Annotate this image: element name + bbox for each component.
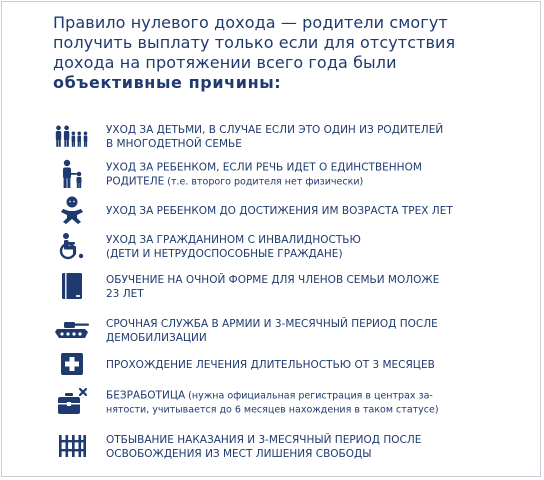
medical-cross-icon (54, 348, 90, 380)
prison-bars-icon (54, 430, 90, 462)
reason-line-1: СРОЧНАЯ СЛУЖБА В АРМИИ И 3-МЕСЯЧНЫЙ ПЕРИОД ПОСЛЕ (106, 318, 438, 330)
tank-icon (54, 314, 90, 346)
reason-item (54, 270, 524, 304)
reason-item (54, 158, 524, 192)
reason-item (54, 314, 524, 348)
reason-note-continued: нятости, учитывается до 6 месяцев нахождения в таком статусе) (106, 404, 439, 416)
heading-emphasis: объективные причины: (53, 73, 282, 92)
heading-line-3: дохода на протяжении всего года были (53, 53, 397, 72)
reason-item (54, 230, 524, 264)
heading-line-1: Правило нулевого дохода — родители смогут (53, 13, 448, 32)
reason-item (54, 194, 524, 228)
heading-line-2: получить выплату только если для отсутствия (53, 33, 456, 52)
reason-item (54, 120, 524, 154)
reason-line-2: РОДИТЕЛЕ (106, 175, 165, 188)
reason-item (54, 348, 524, 382)
parent-child-icon (54, 158, 90, 190)
book-icon (54, 270, 90, 302)
wheelchair-icon (54, 230, 90, 262)
briefcase-x-icon (54, 386, 90, 418)
reason-line-1: БЕЗРАБОТИЦА (106, 389, 186, 402)
baby-icon (54, 194, 90, 226)
reason-line-1: УХОД ЗА РЕБЕНКОМ, ЕСЛИ РЕЧЬ ИДЕТ О ЕДИНСТВЕННОМ (106, 161, 422, 174)
reason-line-1: УХОД ЗА ГРАЖДАНИНОМ С ИНВАЛИДНОСТЬЮ (106, 234, 361, 246)
reason-line-2: В МНОГОДЕТНОЙ СЕМЬЕ (106, 138, 242, 150)
reason-line-1: ОБУЧЕНИЕ НА ОЧНОЙ ФОРМЕ ДЛЯ ЧЛЕНОВ СЕМЬИ МОЛОЖЕ (106, 274, 440, 286)
reason-line-2: ДЕМОБИЛИЗАЦИИ (106, 332, 207, 344)
family-icon (54, 120, 90, 152)
reason-line-1: УХОД ЗА ДЕТЬМИ, В СЛУЧАЕ ЕСЛИ ЭТО ОДИН ИЗ РОДИТЕЛЕЙ (106, 124, 444, 136)
reason-line-1: ОТБЫВАНИЕ НАКАЗАНИЯ И 3-МЕСЯЧНЫЙ ПЕРИОД ПОСЛЕ (106, 434, 422, 446)
reason-item (54, 430, 524, 464)
reason-note: (нужна официальная регистрация в центрах за- (185, 390, 433, 402)
reason-line-2: (ДЕТИ И НЕТРУДОСПОСОБНЫЕ ГРАЖДАНЕ) (106, 248, 343, 260)
reason-note: (т.е. второго родителя нет физически) (164, 176, 364, 188)
reason-line-2: ОСВОБОЖДЕНИЯ ИЗ МЕСТ ЛИШЕНИЯ СВОБОДЫ (106, 448, 372, 460)
reason-line-1: ПРОХОЖДЕНИЕ ЛЕЧЕНИЯ ДЛИТЕЛЬНОСТЬЮ ОТ 3 МЕСЯЦЕВ (106, 359, 435, 371)
reason-line-1: УХОД ЗА РЕБЕНКОМ ДО ДОСТИЖЕНИЯ ИМ ВОЗРАСТА ТРЕХ ЛЕТ (106, 205, 453, 217)
reason-item (54, 386, 524, 420)
reason-line-2: 23 ЛЕТ (106, 288, 144, 300)
heading (53, 13, 523, 93)
